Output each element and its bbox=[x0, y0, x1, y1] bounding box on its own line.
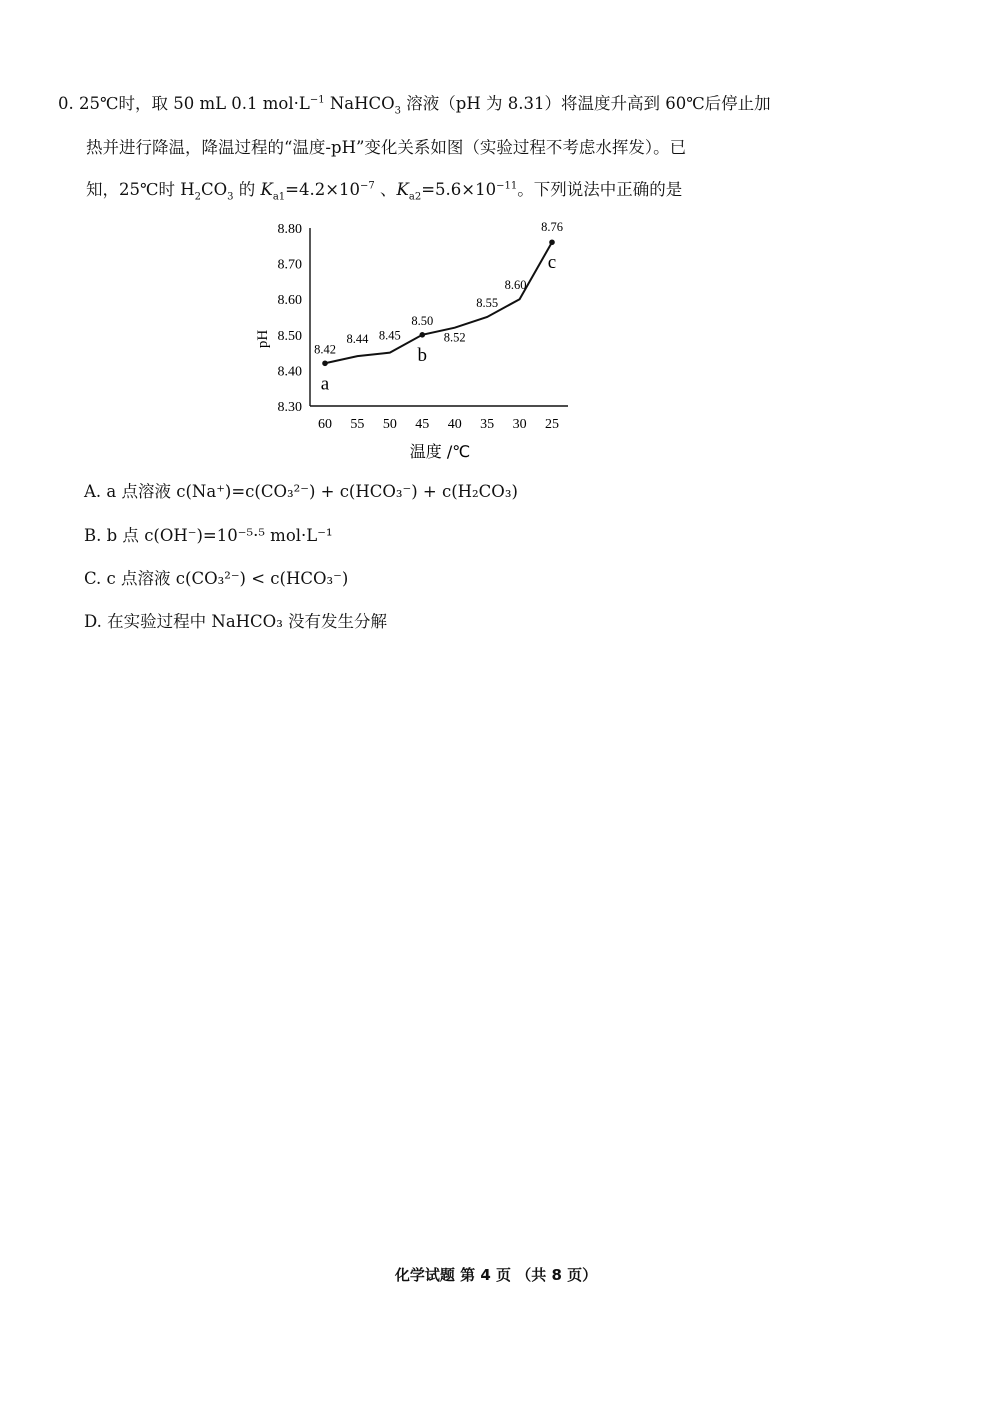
value-label: 8.55 bbox=[476, 296, 499, 310]
x-tick-label: 40 bbox=[447, 417, 462, 432]
y-tick-label: 8.70 bbox=[277, 257, 302, 273]
option-d[interactable]: D. 在实验过程中 NaHCO₃ 没有发生分解 bbox=[84, 612, 388, 631]
x-tick-label: 60 bbox=[318, 417, 332, 432]
y-tick-label: 8.60 bbox=[277, 293, 302, 309]
y-axis-label: pH bbox=[255, 329, 271, 349]
point-label-a: a bbox=[320, 373, 330, 395]
x-tick-label: 45 bbox=[415, 417, 430, 432]
x-tick-label: 25 bbox=[545, 417, 559, 432]
point-c bbox=[549, 239, 555, 245]
x-axis-ticks bbox=[318, 417, 559, 432]
value-label: 8.60 bbox=[504, 278, 527, 293]
x-tick-label: 50 bbox=[382, 417, 397, 432]
option-a[interactable]: A. a 点溶液 c(Na⁺)=c(CO₃²⁻) + c(HCO₃⁻) + c(H₂CO₃) bbox=[84, 482, 518, 501]
value-label: 8.76 bbox=[541, 220, 563, 235]
y-tick-label: 8.80 bbox=[277, 222, 302, 237]
data-labels bbox=[314, 220, 563, 356]
page-footer: 化学试题 第 4 页 （共 8 页） bbox=[394, 1266, 598, 1284]
ka1-value: =4.2×10 bbox=[285, 180, 361, 199]
y-axis-ticks bbox=[278, 222, 303, 415]
point-b bbox=[419, 332, 425, 338]
x-tick-label: 55 bbox=[350, 417, 365, 432]
point-letters bbox=[321, 252, 556, 394]
option-b[interactable]: B. b 点 c(OH⁻)=10⁻⁵·⁵ mol·L⁻¹ bbox=[84, 526, 333, 545]
ph-temperature-chart bbox=[240, 214, 590, 466]
point-a bbox=[322, 360, 328, 366]
point-label-c: c bbox=[547, 252, 557, 274]
stem-text: 热并进行降温，降温过程的“温度-pH”变化关系如图（实验过程不考虑水挥发）。已 bbox=[86, 138, 687, 157]
value-label: 8.45 bbox=[378, 328, 401, 343]
question-line-1: 0. 25℃时，取 50 mL 0.1 $mol\cdot L^{-1}$ NaHCO$_3$ 溶液（pH 为 8.31）将温度升高到 60℃后停止加 bbox=[58, 94, 771, 117]
x-axis-label: 温度 /℃ bbox=[409, 442, 471, 461]
question-line-3: 知，25℃时 $H_2CO_3$ 的 $K_{a1}=4.2\times 10^{-7}$ 、$K_{a2}=5.6\times 10^{-11}$。下列说法中正确的是 bbox=[86, 180, 683, 203]
x-tick-label: 30 bbox=[512, 417, 527, 432]
formula-b: c(OH⁻)=10⁻⁵·⁵ mol·L⁻¹ bbox=[144, 526, 333, 545]
x-tick-label: 35 bbox=[480, 417, 495, 432]
value-label: 8.50 bbox=[411, 313, 434, 328]
formula-c: c(CO₃²⁻) < c(HCO₃⁻) bbox=[175, 569, 349, 588]
question-number: 0. bbox=[58, 94, 74, 113]
value-label: 8.44 bbox=[346, 332, 369, 347]
ka2-value: =5.6×10 bbox=[421, 180, 497, 199]
ka2-symbol: K bbox=[396, 180, 409, 199]
question-line-2 bbox=[86, 136, 686, 160]
stem-text: 25℃时，取 50 mL 0.1 mol·L bbox=[79, 94, 310, 113]
ka1-symbol: K bbox=[260, 180, 273, 199]
series-points bbox=[322, 239, 555, 366]
y-tick-label: 8.50 bbox=[277, 328, 302, 344]
option-c[interactable]: C. c 点溶液 c(CO₃²⁻) < c(HCO₃⁻) bbox=[84, 569, 349, 588]
value-label: 8.52 bbox=[443, 330, 466, 345]
value-label: 8.42 bbox=[314, 342, 336, 357]
y-tick-label: 8.40 bbox=[277, 364, 302, 380]
y-tick-label: 8.30 bbox=[277, 400, 302, 415]
formula-a: c(Na⁺)=c(CO₃²⁻) + c(HCO₃⁻) + c(H₂CO₃) bbox=[176, 482, 518, 501]
point-label-b: b bbox=[417, 344, 428, 366]
